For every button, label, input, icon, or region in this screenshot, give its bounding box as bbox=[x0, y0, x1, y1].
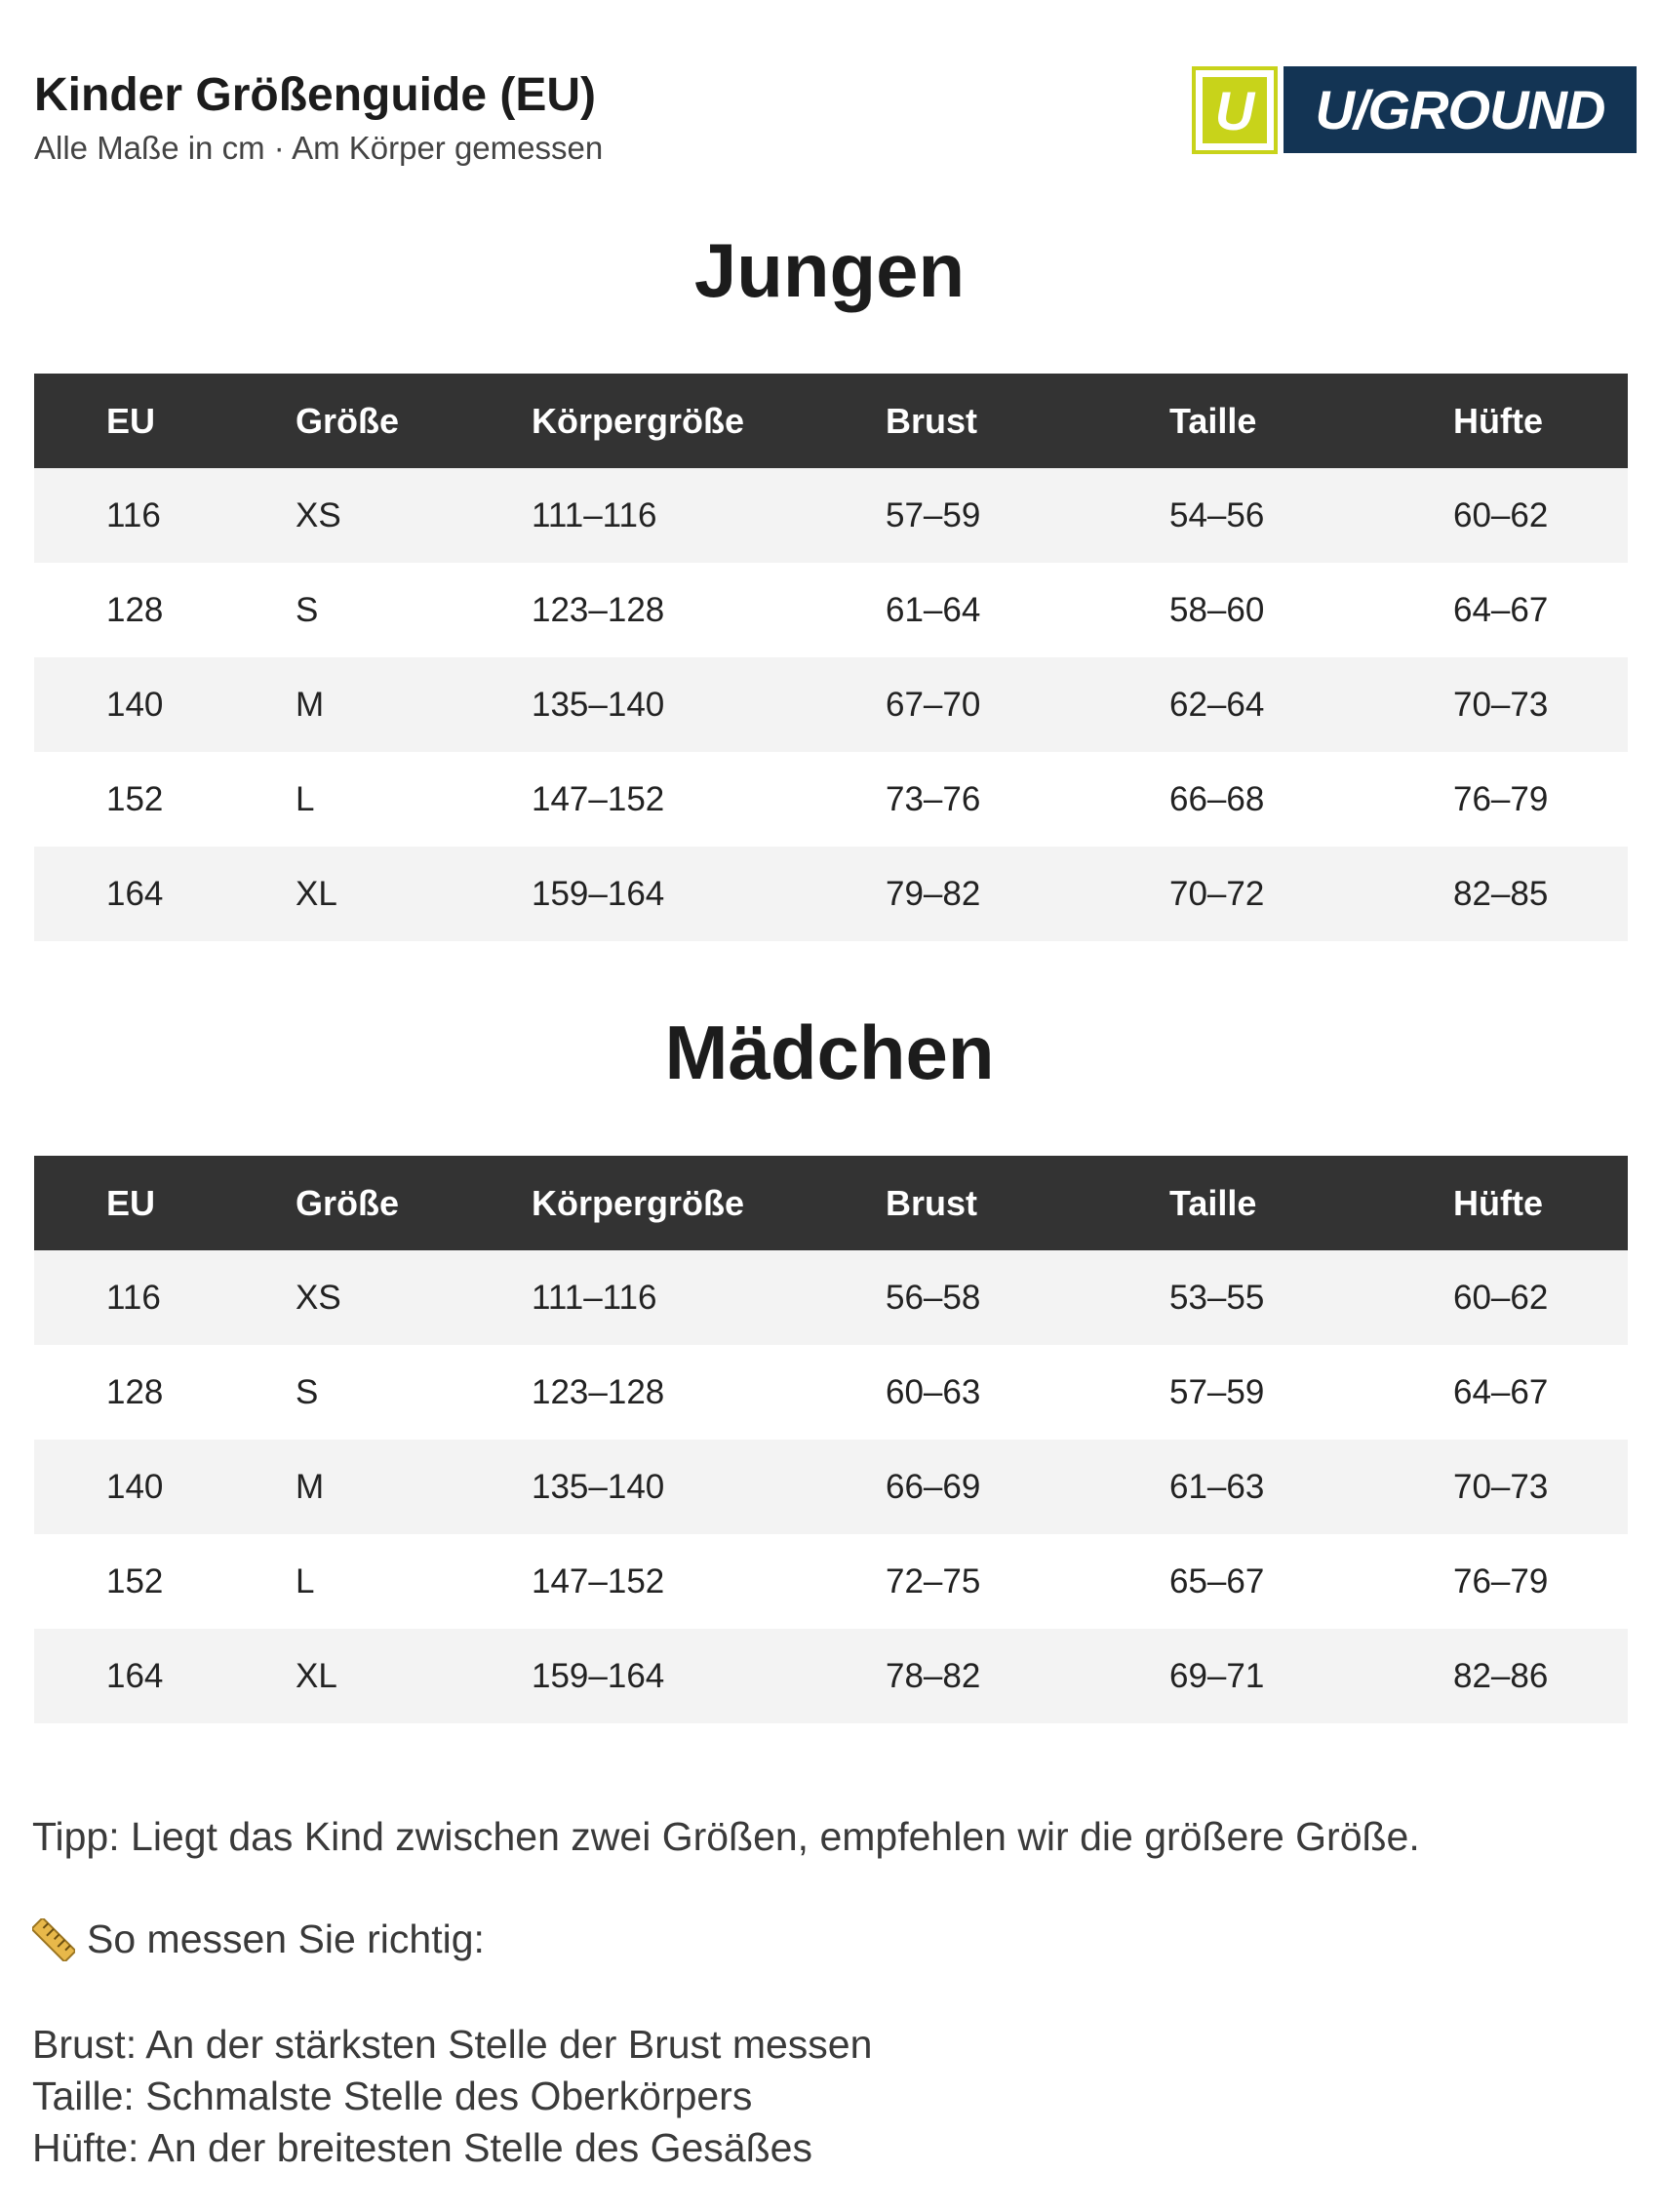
table-row bbox=[34, 752, 1628, 847]
cell-koerpergroesse: 123–128 bbox=[532, 1345, 886, 1440]
column-header-brust: Brust bbox=[886, 1156, 1169, 1250]
girls-section-title: Mädchen bbox=[664, 1009, 995, 1095]
cell-eu: 116 bbox=[34, 1250, 296, 1345]
cell-huefte: 60–62 bbox=[1453, 1250, 1628, 1345]
cell-eu: 140 bbox=[34, 1440, 296, 1534]
measuring-heading bbox=[32, 1916, 485, 1962]
boys-section-title: Jungen bbox=[693, 227, 966, 313]
column-header-huefte: Hüfte bbox=[1453, 1156, 1628, 1250]
column-header-huefte: Hüfte bbox=[1453, 374, 1628, 468]
cell-brust: 78–82 bbox=[886, 1629, 1169, 1723]
cell-koerpergroesse: 159–164 bbox=[532, 1629, 886, 1723]
cell-huefte: 76–79 bbox=[1453, 752, 1628, 847]
column-header-taille: Taille bbox=[1169, 1156, 1453, 1250]
cell-brust: 67–70 bbox=[886, 657, 1169, 752]
table-row bbox=[34, 657, 1628, 752]
cell-huefte: 70–73 bbox=[1453, 657, 1628, 752]
column-header-eu: EU bbox=[34, 1156, 296, 1250]
cell-koerpergroesse: 111–116 bbox=[532, 468, 886, 563]
table-row bbox=[34, 1250, 1628, 1345]
column-header-eu: EU bbox=[34, 374, 296, 468]
cell-brust: 57–59 bbox=[886, 468, 1169, 563]
cell-groesse: XL bbox=[296, 1629, 532, 1723]
table-row bbox=[34, 563, 1628, 657]
cell-huefte: 64–67 bbox=[1453, 1345, 1628, 1440]
cell-huefte: 82–85 bbox=[1453, 847, 1628, 941]
table-header-row bbox=[34, 374, 1628, 468]
column-header-brust: Brust bbox=[886, 374, 1169, 468]
cell-eu: 128 bbox=[34, 563, 296, 657]
cell-groesse: M bbox=[296, 657, 532, 752]
measuring-instructions bbox=[32, 2019, 872, 2174]
cell-groesse: L bbox=[296, 752, 532, 847]
cell-taille: 69–71 bbox=[1169, 1629, 1453, 1723]
column-header-koerpergroesse: Körpergröße bbox=[532, 1156, 886, 1250]
cell-groesse: L bbox=[296, 1534, 532, 1629]
table-row bbox=[34, 1440, 1628, 1534]
cell-taille: 53–55 bbox=[1169, 1250, 1453, 1345]
table-row bbox=[34, 1534, 1628, 1629]
instruction-huefte: Hüfte: An der breitesten Stelle des Gesäßes bbox=[32, 2125, 812, 2170]
cell-groesse: XL bbox=[296, 847, 532, 941]
brand-logo bbox=[1192, 66, 1637, 153]
cell-koerpergroesse: 159–164 bbox=[532, 847, 886, 941]
cell-eu: 152 bbox=[34, 1534, 296, 1629]
cell-huefte: 64–67 bbox=[1453, 563, 1628, 657]
logo-wordmark: U/GROUND bbox=[1284, 66, 1637, 153]
cell-eu: 164 bbox=[34, 847, 296, 941]
cell-brust: 66–69 bbox=[886, 1440, 1169, 1534]
cell-groesse: XS bbox=[296, 468, 532, 563]
cell-koerpergroesse: 147–152 bbox=[532, 1534, 886, 1629]
cell-taille: 54–56 bbox=[1169, 468, 1453, 563]
logo-mark bbox=[1192, 66, 1278, 154]
page-title: Kinder Größenguide (EU) bbox=[34, 69, 596, 121]
cell-taille: 57–59 bbox=[1169, 1345, 1453, 1440]
girls-size-table bbox=[34, 1156, 1628, 1723]
table-row bbox=[34, 1345, 1628, 1440]
cell-taille: 65–67 bbox=[1169, 1534, 1453, 1629]
cell-eu: 116 bbox=[34, 468, 296, 563]
cell-taille: 70–72 bbox=[1169, 847, 1453, 941]
cell-huefte: 70–73 bbox=[1453, 1440, 1628, 1534]
cell-groesse: M bbox=[296, 1440, 532, 1534]
cell-huefte: 60–62 bbox=[1453, 468, 1628, 563]
cell-brust: 73–76 bbox=[886, 752, 1169, 847]
cell-eu: 128 bbox=[34, 1345, 296, 1440]
cell-huefte: 76–79 bbox=[1453, 1534, 1628, 1629]
table-header-row bbox=[34, 1156, 1628, 1250]
ruler-icon bbox=[32, 1918, 75, 1961]
cell-koerpergroesse: 111–116 bbox=[532, 1250, 886, 1345]
boys-size-table bbox=[34, 374, 1628, 941]
table-row bbox=[34, 847, 1628, 941]
table-row bbox=[34, 468, 1628, 563]
cell-brust: 56–58 bbox=[886, 1250, 1169, 1345]
logo-mark-letter: U bbox=[1203, 77, 1267, 143]
cell-huefte: 82–86 bbox=[1453, 1629, 1628, 1723]
cell-eu: 164 bbox=[34, 1629, 296, 1723]
cell-taille: 61–63 bbox=[1169, 1440, 1453, 1534]
measuring-heading-text: So messen Sie richtig: bbox=[87, 1916, 485, 1961]
column-header-groesse: Größe bbox=[296, 374, 532, 468]
cell-brust: 72–75 bbox=[886, 1534, 1169, 1629]
cell-groesse: S bbox=[296, 563, 532, 657]
table-row bbox=[34, 1629, 1628, 1723]
size-tip: Tipp: Liegt das Kind zwischen zwei Größen, empfehlen wir die größere Größe. bbox=[32, 1814, 1420, 1859]
cell-taille: 66–68 bbox=[1169, 752, 1453, 847]
column-header-taille: Taille bbox=[1169, 374, 1453, 468]
cell-brust: 61–64 bbox=[886, 563, 1169, 657]
cell-koerpergroesse: 135–140 bbox=[532, 657, 886, 752]
cell-eu: 140 bbox=[34, 657, 296, 752]
cell-koerpergroesse: 147–152 bbox=[532, 752, 886, 847]
column-header-groesse: Größe bbox=[296, 1156, 532, 1250]
cell-brust: 60–63 bbox=[886, 1345, 1169, 1440]
instruction-taille: Taille: Schmalste Stelle des Oberkörpers bbox=[32, 2074, 753, 2118]
cell-taille: 58–60 bbox=[1169, 563, 1453, 657]
cell-taille: 62–64 bbox=[1169, 657, 1453, 752]
cell-eu: 152 bbox=[34, 752, 296, 847]
header bbox=[34, 70, 603, 167]
page-subtitle: Alle Maße in cm · Am Körper gemessen bbox=[34, 129, 604, 166]
cell-koerpergroesse: 123–128 bbox=[532, 563, 886, 657]
cell-groesse: S bbox=[296, 1345, 532, 1440]
instruction-brust: Brust: An der stärksten Stelle der Brust messen bbox=[32, 2022, 873, 2067]
column-header-koerpergroesse: Körpergröße bbox=[532, 374, 886, 468]
cell-groesse: XS bbox=[296, 1250, 532, 1345]
cell-koerpergroesse: 135–140 bbox=[532, 1440, 886, 1534]
cell-brust: 79–82 bbox=[886, 847, 1169, 941]
